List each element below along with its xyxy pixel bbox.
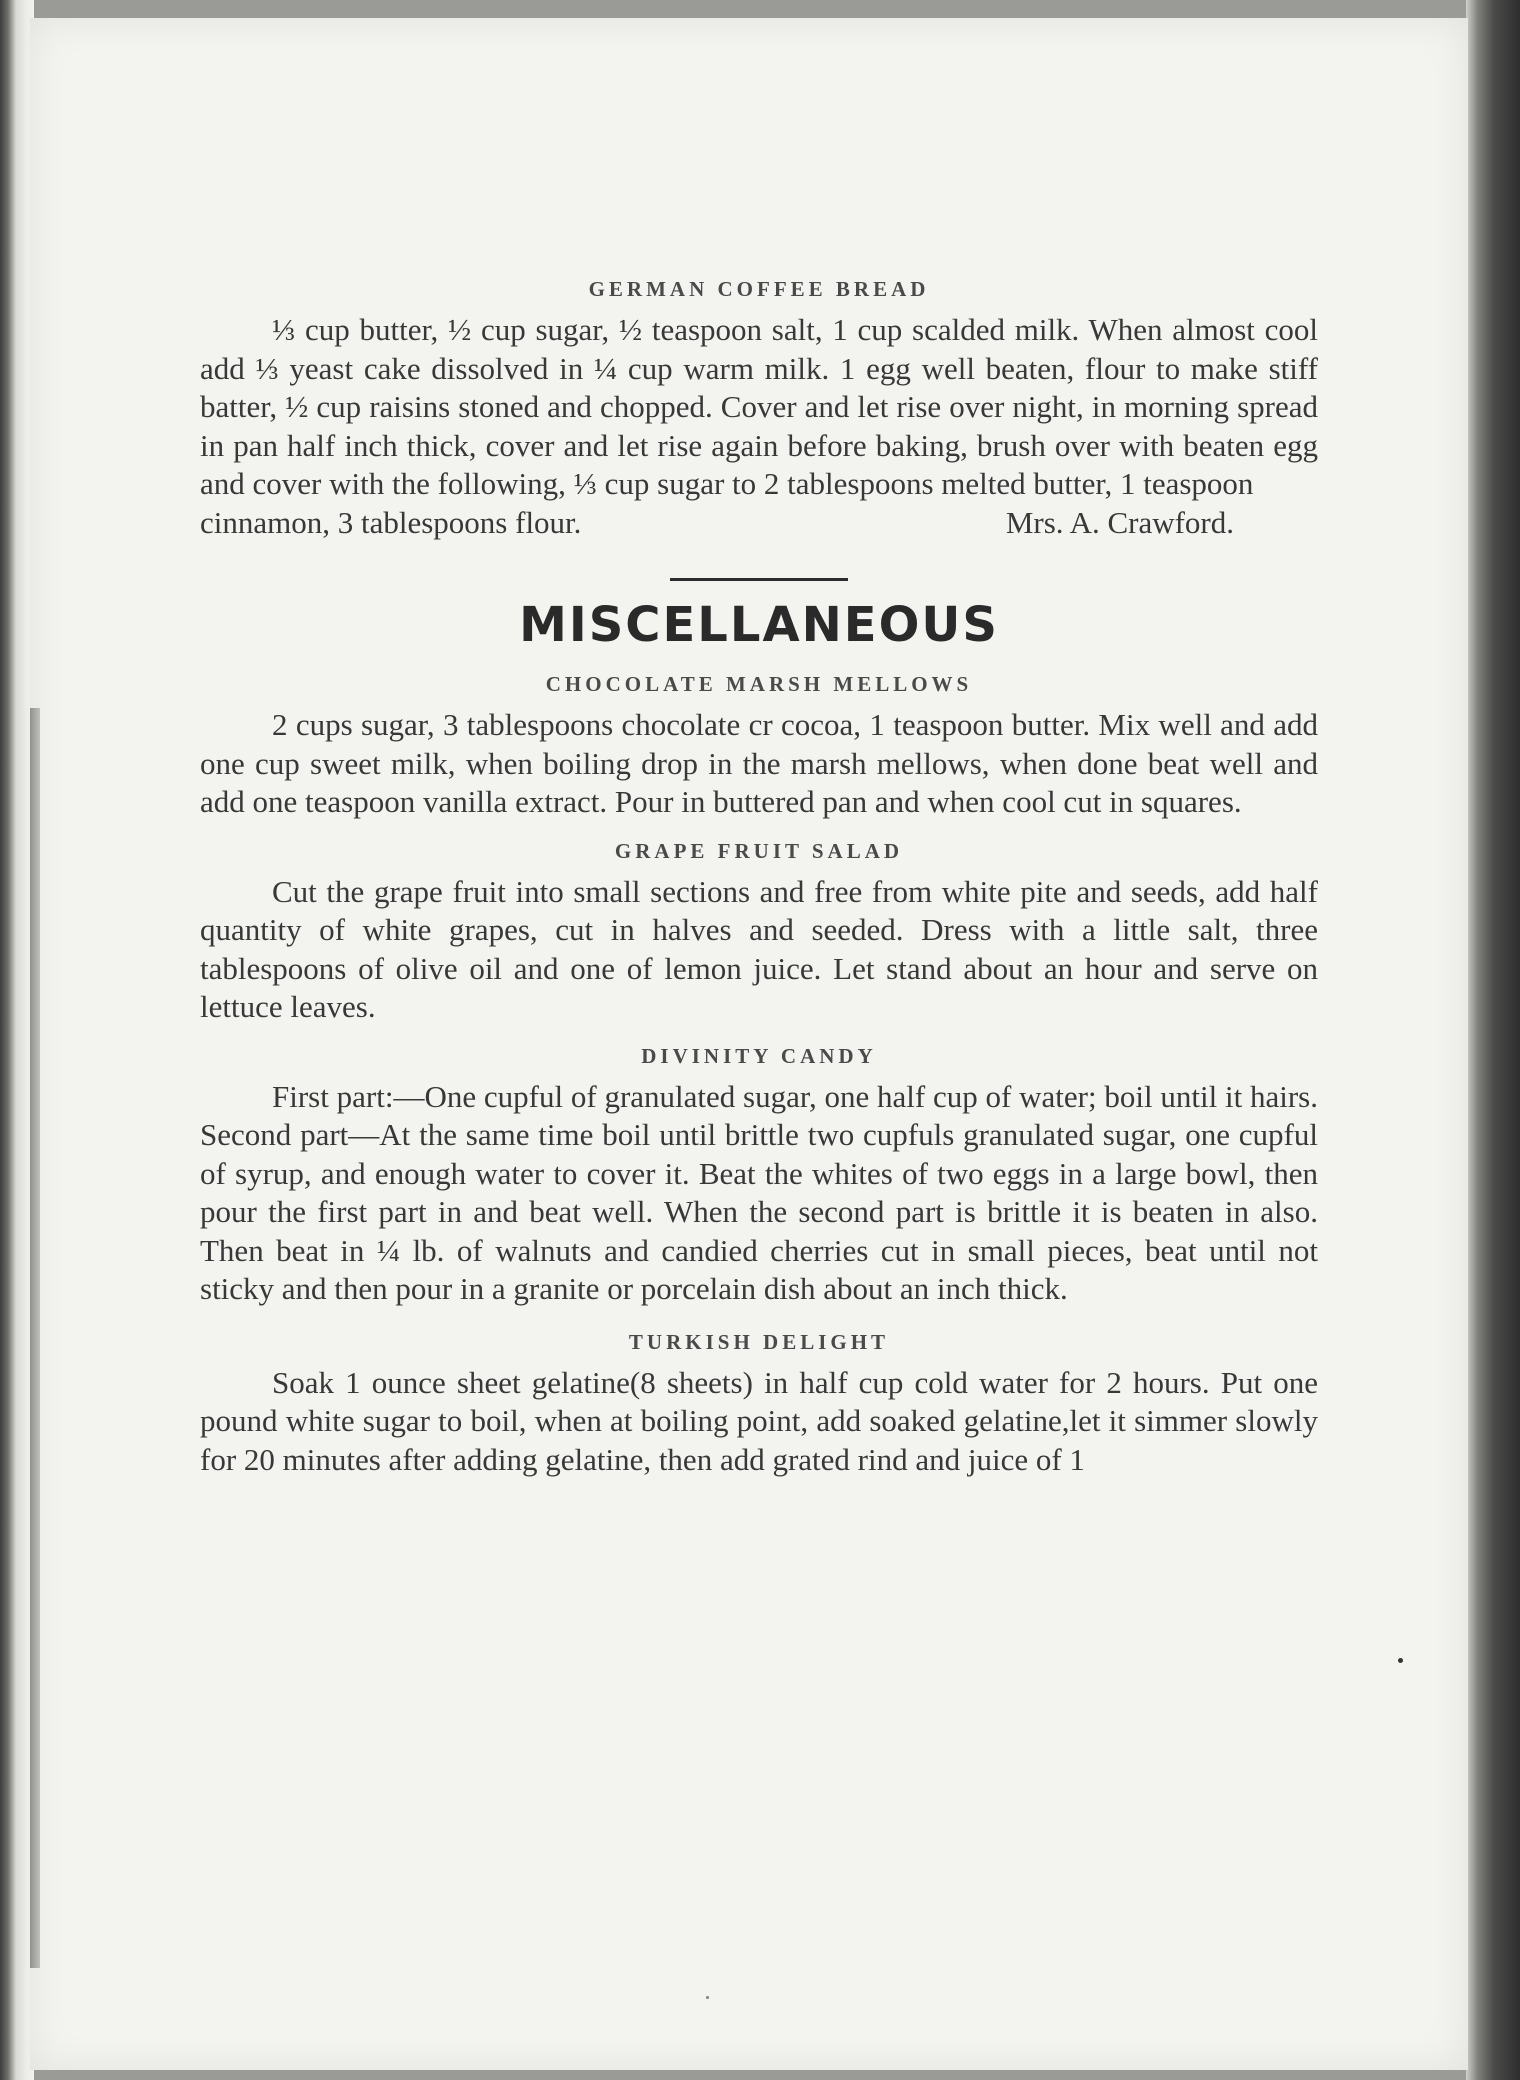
recipe-line: milk. When almost cool add ⅓ yeast cake dissolved in ¼ cup (200, 312, 1318, 386)
recipe-title: CHOCOLATE MARSH MELLOWS (545, 672, 973, 696)
recipe-line: warm milk. 1 egg well beaten, flour to make stiff batter, ½ cup (200, 350, 1318, 424)
recipe-divinity-candy (200, 1043, 1318, 1309)
book-page (30, 18, 1468, 2070)
page-content (200, 276, 1318, 1479)
recipe-title: DIVINITY CANDY (641, 1043, 877, 1068)
recipe-last-line: cinnamon, 3 tablespoons flour. (200, 504, 582, 540)
recipe-title: GRAPE FRUIT SALAD (614, 838, 904, 863)
recipe-turkish-delight (200, 1329, 1318, 1480)
speck-mark (706, 1996, 709, 1999)
recipe-line: morning spread in pan half inch thick, cover and let rise again (200, 389, 1318, 463)
recipe-grape-fruit-salad (200, 838, 1318, 1027)
section-divider (670, 578, 848, 581)
recipe-body (200, 311, 1318, 504)
recipe-german-coffee-bread (200, 276, 1318, 542)
right-page-edge (1466, 0, 1520, 2080)
recipe-line: following, ⅓ cup sugar to 2 tablespoons melted butter, 1 teaspoon (437, 466, 1254, 501)
section-title: MISCELLANEOUS (519, 597, 999, 653)
recipe-body: Cut the grape fruit into small sections and free from white pite and seeds, add half quantity of white grapes, cut in halves and seeded. Dress with a little salt, three tablespoons of olive oil and one of lemon juice. Let stand about an hour and serve on lettuce leaves. (200, 873, 1318, 1024)
spine-shadow (30, 708, 40, 1968)
recipe-line: ⅓ cup butter, ½ cup sugar, ½ teaspoon salt, 1 cup scalded (272, 312, 1005, 347)
recipe-body: 2 cups sugar, 3 tablespoons chocolate cr cocoa, 1 teaspoon butter. Mix well and add one cup sweet milk, when boiling drop in the marsh mellows, when done beat well and add one teaspoon vanilla extract. Pour in buttered pan and when cool cut in squares. (200, 707, 1318, 819)
recipe-body: First part:—One cupful of granulated sugar, one half cup of water; boil until it hairs. Second part—At the same time boil until brittle two cupfuls granulated sugar, one cupful of syrup, and enough water to cover it. Beat the whites of two eggs in a large bowl, then pour the first part in and beat well. When the second part is brittle it is beaten in also. Then beat in ¼ lb. of walnuts and candied cherries cut in small pieces, beat until not sticky and then pour in a granite or porcelain dish about an inch thick. (200, 1078, 1318, 1306)
left-page-edge (0, 0, 34, 2080)
recipe-chocolate-marsh-mellows (200, 671, 1318, 822)
speck-mark (1398, 1658, 1403, 1663)
recipe-signature: Mrs. A. Crawford. (1005, 504, 1234, 540)
recipe-body: Soak 1 ounce sheet gelatine(8 sheets) in half cup cold water for 2 hours. Put one pound white sugar to boil, when at boiling point, add soaked gelatine,let it simmer slowly for 20 minutes after adding gelatine, then add grated rind and juice of 1 (200, 1364, 1318, 1477)
recipe-line: raisins stoned and chopped. Cover and let rise over night, in (369, 389, 1116, 424)
recipe-closing-line (200, 504, 1318, 543)
recipe-line: before baking, brush over with beaten egg and cover with the (200, 427, 1318, 501)
recipe-title: TURKISH DELIGHT (628, 1329, 890, 1354)
recipe-title: GERMAN COFFEE BREAD (588, 277, 930, 301)
